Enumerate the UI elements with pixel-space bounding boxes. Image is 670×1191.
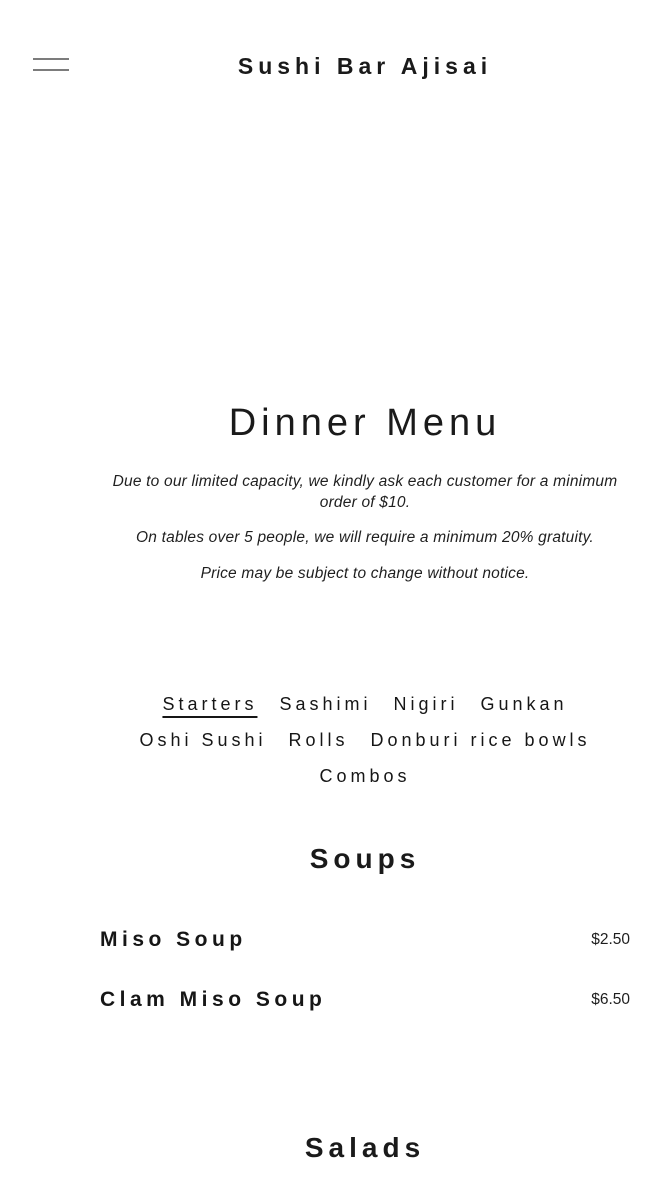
category-nav-row [100,686,630,722]
menu-item-price: $6.50 [591,991,630,1008]
menu-item-name: Clam Miso Soup [100,988,327,1011]
menu-page [100,400,630,1166]
menu-item-name: Miso Soup [100,928,247,951]
menu-item-price: $2.50 [591,931,630,948]
menu-section-salads [100,1130,630,1166]
nav-link-combos[interactable]: Combos [319,766,411,786]
hero-spacer [0,100,670,400]
nav-link-rolls[interactable]: Rolls [288,730,349,750]
notice-price-change: Price may be subject to change without notice. [200,564,530,582]
nav-link-donburi-rice-bowls[interactable]: Donburi rice bowls [370,730,591,750]
menu-item-clam-miso-soup [100,985,630,1015]
section-title-salads: Salads [304,1132,426,1163]
notice-gratuity: On tables over 5 people, we will require a minimum 20% gratuity. [136,529,594,546]
nav-link-starters[interactable]: Starters [162,694,258,714]
category-nav-row [100,758,630,794]
hamburger-icon [33,69,69,71]
hamburger-menu-button[interactable] [33,58,69,71]
section-title-soups: Soups [309,843,421,874]
category-nav [100,686,630,794]
site-header [0,0,670,100]
page-title: Dinner Menu [228,402,502,444]
menu-items-soups [100,925,630,1015]
notice-minimum-order: Due to our limited capacity, we kindly ask each customer for a minimum order of $10. [112,473,618,511]
menu-section-soups [100,841,630,1015]
nav-link-oshi-sushi[interactable]: Oshi Sushi [139,730,267,750]
nav-link-sashimi[interactable]: Sashimi [279,694,372,714]
menu-item-miso-soup [100,925,630,955]
nav-link-nigiri[interactable]: Nigiri [393,694,459,714]
hamburger-icon [33,58,69,60]
nav-link-gunkan[interactable]: Gunkan [480,694,568,714]
site-title: Sushi Bar Ajisai [237,53,493,79]
category-nav-row [100,722,630,758]
